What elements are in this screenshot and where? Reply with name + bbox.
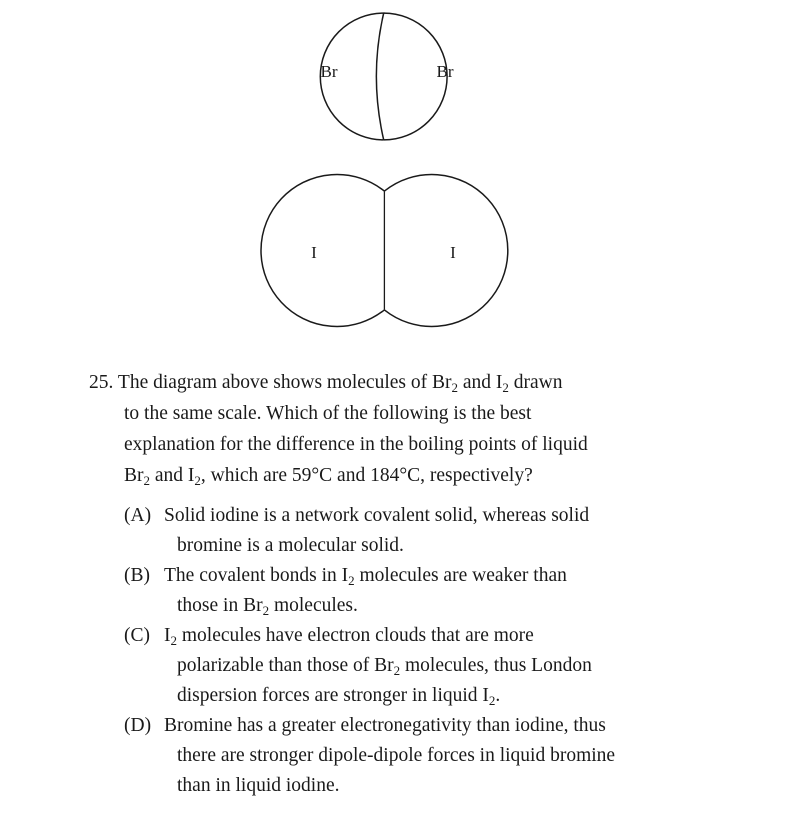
question-text: drawn	[508, 372, 563, 393]
option-text: .	[495, 685, 501, 706]
subscript: 2	[262, 603, 270, 618]
question-stem	[89, 367, 749, 491]
option-c-line-3	[124, 681, 764, 711]
option-text: molecules have electron clouds that are more	[177, 625, 534, 646]
option-a-line-1	[124, 501, 764, 531]
question-line-4	[89, 460, 749, 491]
option-b-line-2	[124, 591, 764, 621]
subscript: 2	[451, 380, 458, 395]
question-line-3: explanation for the difference in the boiling points of liquid	[124, 434, 588, 455]
i-right-label: I	[450, 243, 456, 262]
option-d[interactable]	[124, 711, 764, 801]
option-text: molecules are weaker than	[354, 565, 567, 586]
option-c[interactable]	[124, 621, 764, 711]
option-text: dispersion forces are stronger in liquid I	[177, 685, 489, 706]
option-text: I	[164, 625, 171, 646]
option-c-line-1	[124, 621, 764, 651]
i-left-label: I	[311, 243, 317, 262]
option-a-letter: (A)	[124, 505, 152, 526]
option-text: molecules.	[269, 595, 358, 616]
question-text: , which are 59°C and 184°C, respectively?	[200, 465, 533, 486]
i-atom-right	[384, 175, 507, 327]
option-a[interactable]	[124, 501, 764, 561]
i2-molecule	[261, 175, 508, 327]
option-text: The covalent bonds in I	[164, 565, 349, 586]
question-line-1	[89, 367, 749, 398]
subscript: 2	[348, 573, 355, 588]
option-text: those in Br	[177, 595, 263, 616]
option-b-letter: (B)	[124, 565, 150, 586]
subscript: 2	[502, 380, 509, 395]
br-right-label: Br	[436, 62, 454, 81]
i-atom-left	[261, 175, 384, 327]
option-d-line-1	[124, 711, 764, 741]
question-number: 25.	[89, 372, 114, 393]
subscript: 2	[488, 693, 496, 708]
option-text: Solid iodine is a network covalent solid, whereas solid	[164, 505, 590, 526]
answer-options	[124, 501, 764, 801]
molecule-diagram	[0, 0, 800, 350]
option-b[interactable]	[124, 561, 764, 621]
option-c-letter: (C)	[124, 625, 150, 646]
option-text: Bromine has a greater electronegativity than iodine, thus	[164, 715, 606, 736]
subscript: 2	[143, 473, 150, 488]
question-text: and I	[150, 465, 195, 486]
question-text: Br	[124, 465, 144, 486]
option-text: polarizable than those of Br	[177, 655, 394, 676]
question-text: and I	[457, 372, 503, 393]
option-text: molecules, thus London	[400, 655, 592, 676]
option-d-letter: (D)	[124, 715, 152, 736]
subscript: 2	[194, 473, 201, 488]
subscript: 2	[170, 633, 177, 648]
option-d-line-2: there are stronger dipole-dipole forces in liquid bromine	[177, 745, 616, 766]
br2-molecule	[320, 13, 454, 140]
question-line-2: to the same scale. Which of the following is the best	[124, 403, 532, 424]
option-d-line-3: than in liquid iodine.	[177, 775, 340, 796]
option-c-line-2	[124, 651, 764, 681]
option-a-line-2: bromine is a molecular solid.	[177, 535, 404, 556]
br-left-label: Br	[320, 62, 338, 81]
subscript: 2	[393, 663, 401, 678]
option-b-line-1	[124, 561, 764, 591]
question-text: The diagram above shows molecules of Br	[117, 372, 452, 393]
